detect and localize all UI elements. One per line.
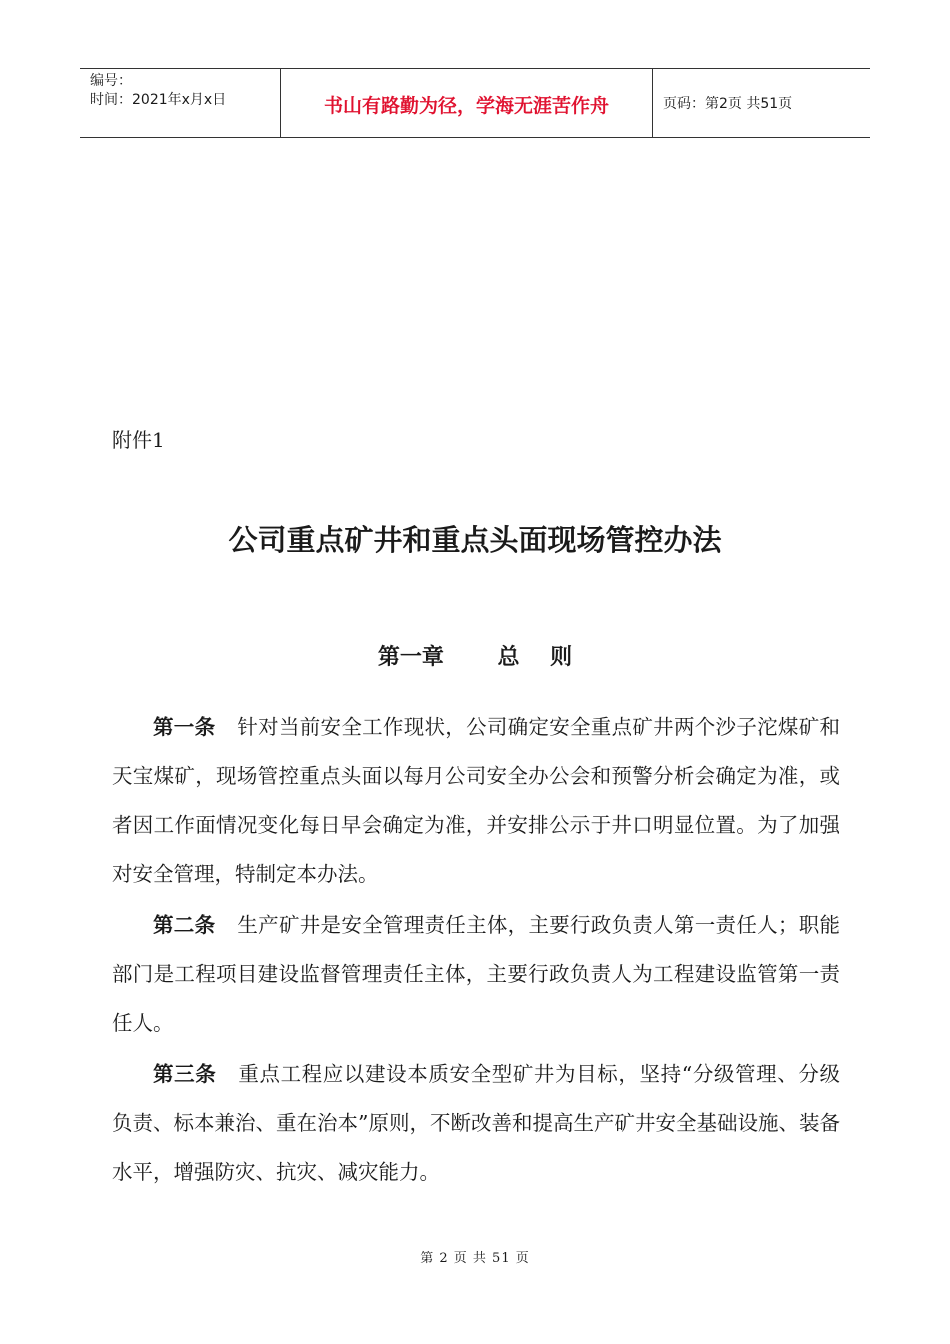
article-label: 第二条 (153, 913, 216, 937)
article-label: 第三条 (153, 1062, 217, 1086)
chapter-heading: 第一章 总 则 (377, 645, 573, 670)
article-paragraph (112, 901, 840, 1048)
page-info: 页码：第2页 共51页 (663, 96, 793, 112)
header-meta-cell (80, 69, 281, 137)
article-text: 生产矿井是安全管理责任主体，主要行政负责人第一责任人；职能部门是工程项目建设监督管理责任主体，主要行政负责人为工程建设监管第一责任人。 (112, 913, 841, 1035)
document-title: 公司重点矿井和重点头面现场管控办法 (228, 523, 722, 557)
article-text: 重点工程应以建设本质安全型矿井为目标，坚持“分级管理、分级负责、标本兼治、重在治本”原则，不断改善和提高生产矿井安全基础设施、装备水平，增强防灾、抗灾、减灾能力。 (112, 1062, 840, 1184)
article-text: 针对当前安全工作现状，公司确定安全重点矿井两个沙子沱煤矿和天宝煤矿，现场管控重点头面以每月公司安全办公会和预警分析会确定为准，或者因工作面情况变化每日早会确定为准，并安排公示于井口明显位置。为了加强对安全管理，特制定本办法。 (112, 715, 841, 886)
motto-text: 书山有路勤为径，学海无涯苦作舟 (323, 95, 609, 117)
page-header (80, 68, 870, 138)
article-paragraph (112, 1050, 840, 1197)
page-footer: 第 2 页 共 51 页 (420, 1251, 530, 1266)
article-label: 第一条 (153, 715, 216, 739)
number-label: 编号： (90, 73, 132, 89)
header-page-cell (653, 69, 870, 137)
header-motto-cell (281, 69, 653, 137)
attachment-label: 附件1 (112, 428, 165, 452)
article-paragraph (112, 703, 840, 899)
time-label: 时间：2021年x月x日 (90, 92, 227, 108)
